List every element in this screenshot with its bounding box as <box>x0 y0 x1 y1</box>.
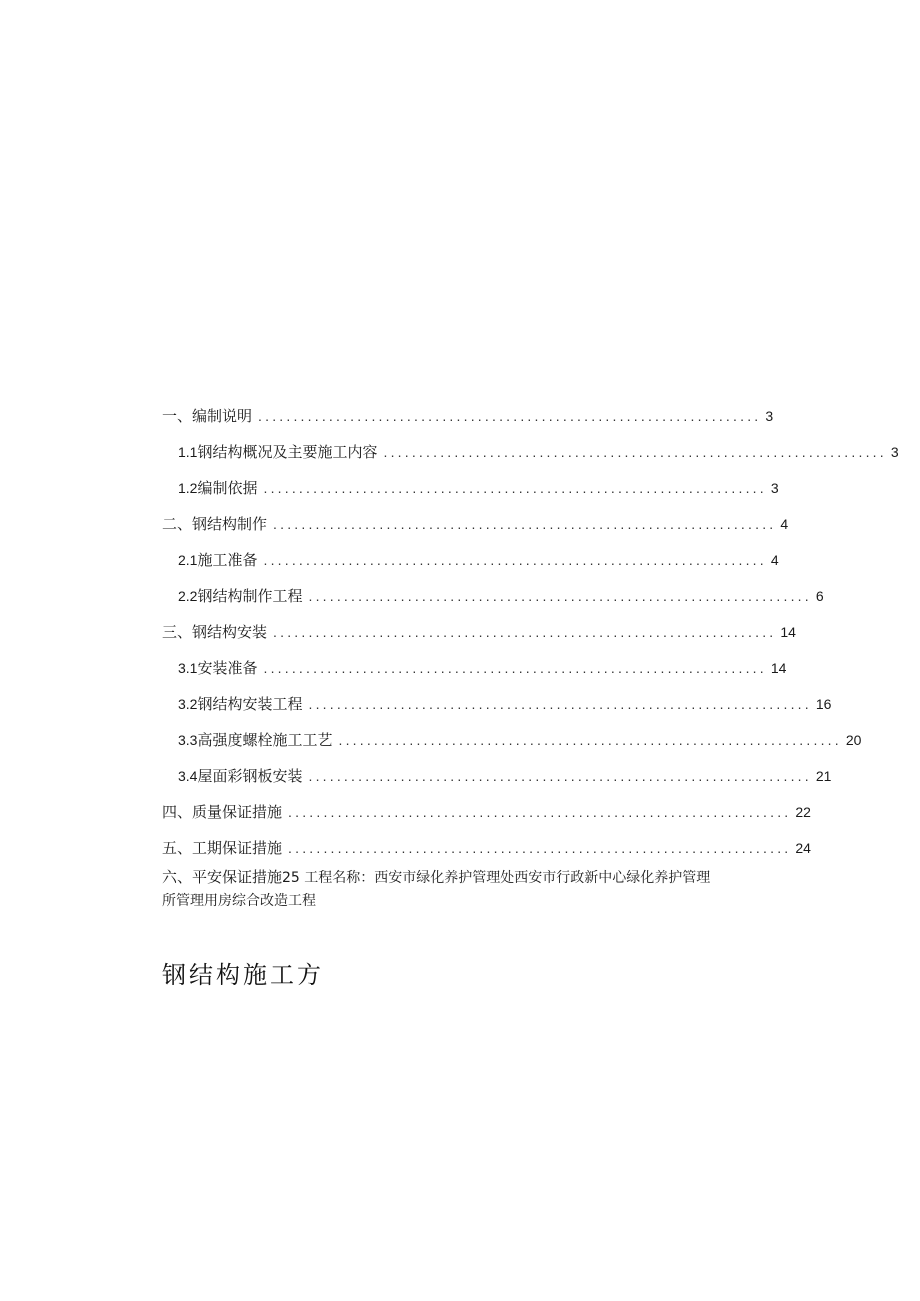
toc-leader-dots: ....................................................................... <box>273 516 777 532</box>
toc-entry-title: 钢结构安装工程 <box>197 695 303 713</box>
toc-entry-number: 3.3 <box>178 732 198 748</box>
toc-leader-dots: ....................................................................... <box>258 408 762 424</box>
toc-leader-dots: ....................................................................... <box>338 732 842 748</box>
toc-entry-page: 14 <box>770 660 787 676</box>
toc-entry-number: 3.4 <box>178 768 198 784</box>
toc-entry-3-1[interactable] <box>162 650 787 686</box>
toc-entry-number: 2.1 <box>178 552 198 568</box>
toc-entry-1-1[interactable] <box>162 434 899 470</box>
toc-entry-page: 21 <box>815 768 832 784</box>
toc-entry-6-with-project-name[interactable] <box>162 866 722 913</box>
toc-leader-dots: ....................................................................... <box>288 804 792 820</box>
toc-entry-3-2[interactable] <box>162 686 832 722</box>
toc-entry-1-2[interactable] <box>162 470 779 506</box>
table-of-contents <box>162 398 899 866</box>
toc-entry-title: 钢结构概况及主要施工内容 <box>197 443 378 461</box>
toc-leader-dots: ....................................................................... <box>263 552 767 568</box>
toc-leader-dots: ....................................................................... <box>263 660 767 676</box>
toc-entry-1[interactable] <box>162 398 774 434</box>
toc-entry-number: 1.1 <box>178 444 198 460</box>
toc-entry-page: 4 <box>780 516 789 532</box>
toc-entry-page: 16 <box>815 696 832 712</box>
toc-leader-dots: ....................................................................... <box>263 480 767 496</box>
toc-entry-title: 二、钢结构制作 <box>162 515 268 533</box>
toc-leader-dots: ....................................................................... <box>308 588 812 604</box>
toc-leader-dots: ....................................................................... <box>273 624 777 640</box>
toc-entry-2-1[interactable] <box>162 542 779 578</box>
toc-entry-page: 3 <box>770 480 779 496</box>
toc-entry-3[interactable] <box>162 614 796 650</box>
toc-entry-2-2[interactable] <box>162 578 824 614</box>
toc-entry-page: 3 <box>890 444 899 460</box>
toc-entry-2[interactable] <box>162 506 789 542</box>
toc-entry-3-4[interactable] <box>162 758 832 794</box>
toc-entry-title: 钢结构制作工程 <box>197 587 303 605</box>
toc-entry-title: 一、编制说明 <box>162 407 253 425</box>
toc-entry-page: 3 <box>765 408 774 424</box>
toc-entry-page: 24 <box>795 840 811 856</box>
toc-entry-page: 6 <box>815 588 824 604</box>
toc-entry-5[interactable] <box>162 830 811 866</box>
toc-entry-title: 编制依据 <box>197 479 258 497</box>
toc-entry-3-3[interactable] <box>162 722 862 758</box>
toc-entry-title: 三、钢结构安装 <box>162 623 268 641</box>
toc-leader-dots: ....................................................................... <box>308 696 812 712</box>
toc-entry-title: 施工准备 <box>197 551 258 569</box>
toc-entry-page: 4 <box>770 552 779 568</box>
toc-entry-number: 1.2 <box>178 480 198 496</box>
toc-entry-title: 六、平安保证措施 <box>162 868 283 886</box>
toc-entry-4[interactable] <box>162 794 811 830</box>
toc-entry-title: 屋面彩钢板安装 <box>197 767 303 785</box>
toc-entry-title: 安装准备 <box>197 659 258 677</box>
toc-leader-dots: ....................................................................... <box>288 840 792 856</box>
toc-entry-title: 五、工期保证措施 <box>162 839 283 857</box>
toc-entry-number: 3.1 <box>178 660 198 676</box>
toc-entry-number: 2.2 <box>178 588 198 604</box>
toc-entry-page: 22 <box>795 804 811 820</box>
project-name-text: 25 工程名称：西安市绿化养护管理处西安市行政新中心绿化养护管理所管理用房综合改造工程 <box>162 870 711 909</box>
toc-leader-dots: ....................................................................... <box>308 768 812 784</box>
toc-entry-page: 14 <box>780 624 796 640</box>
document-title: 钢结构施工方 <box>162 961 324 989</box>
toc-entry-title: 四、质量保证措施 <box>162 803 283 821</box>
toc-entry-number: 3.2 <box>178 696 198 712</box>
toc-entry-page: 20 <box>845 732 862 748</box>
toc-leader-dots: ....................................................................... <box>383 444 887 460</box>
toc-entry-title: 高强度螺栓施工工艺 <box>197 731 333 749</box>
